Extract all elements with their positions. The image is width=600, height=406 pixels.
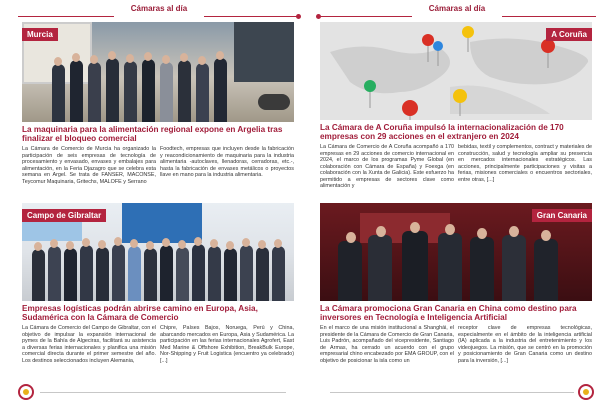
map-pin-icon [462,26,474,38]
article-photo [320,203,592,301]
location-tag: A Coruña [546,28,592,41]
map-pin-icon [541,39,555,53]
page-header-title: Cámaras al día [428,4,486,13]
left-page [18,0,300,406]
article-body [22,146,294,185]
map-pin-icon [422,34,434,46]
article-headline: Empresas logísticas podrán abrirse camino en Europa, Asia, Sudamérica con la Cámara de Comercio [22,304,258,323]
footer-divider [40,392,286,393]
article-column: La Cámara de Comercio del Campo de Gibraltar, con el objetivo de impulsar la expansión internacional de pymes de la Bahía de Algeciras, facilitará su asistencia a diversas ferias internacionales y planifica una misión comercial directa durante el primer semestre del año. Los destinos seleccionados incluyen Alemania, [22,325,156,364]
article-column: La Cámara de Comercio de A Coruña acompañó a 170 empresas en 29 acciones de comercio internacional en 2024, el marco de los programas Pyme Global (en colaboración con Cámara de España) y Foexga (en colaboración con la Xunta de Galicia). Este esfuerzo ha permitido a empresas de sectores clave como alimentación y [320,144,454,190]
article-column: Chipre, Países Bajos, Noruega, Perú y China, abarcando mercados en Europa, Asia y Sudamérica. La participación en las ferias internacionales Agrofert, East Med Marine & Offshore Exhibition, BreakBulk Europe, Nor-Shipping y Fruit Logistica (encuentro ya celebrado) [...] [160,325,294,364]
article-campo-de-gibraltar [22,203,294,364]
page-header-title: Cámaras al día [130,4,188,13]
right-page [316,0,598,406]
map-pin-icon [433,41,443,51]
location-tag: Campo de Gibraltar [22,209,106,222]
header-divider [320,16,412,17]
article-column: receptor clave de empresas tecnológicas, especialmente en el ámbito de la inteligencia artificial (IA) aplicada a la industria del entretenimiento y los videojuegos. La misión, que se centró en la promoción y posicionamiento de Gran Canaria como un destino para la inversión, [...] [458,325,592,364]
exhibit-machine [258,94,290,110]
article-photo [320,22,592,120]
article-headline: La maquinaria para la alimentación regional expone en Argelia tras finalizar el bloqueo comercial [22,125,283,144]
location-tag: Murcia [22,28,58,41]
article-column: La Cámara de Comercio de Murcia ha organizado la participación de seis empresas de tecnología de procesamiento y envasado, envases y embalajes para alimentación, en la Feria Djazagro que se celebra esta semana en Argel. Se trata de FANSER, MACONSE, Teycomur Maquinaria, Gritechs, MALOFE y Serrano [22,146,156,185]
article-headline: La Cámara promociona Gran Canaria en China como destino para inversores en Tecnología e Inteligencia Artificial [320,304,577,323]
map-pin-icon [364,80,376,92]
exhibit-panel [234,22,294,82]
header-divider [204,16,300,17]
article-body [320,325,592,364]
article-photo [22,203,294,301]
article-column: bebidas, textil y complementos, contract y materiales de construcción, salud y tecnología ampliar su presencia en mercados internacionales estratégicos. Las acciones, principalmente participaciones y visitas a ferias, misiones comerciales o encuentros sectoriales, entre otras, [...] [458,144,592,183]
article-photo [22,22,294,122]
chamber-logo [18,384,34,400]
map-pin-icon [453,89,467,103]
footer-divider [330,392,574,393]
map-pin-icon [402,100,418,116]
article-column: En el marco de una misión institucional a Shanghái, el presidente de la Cámara de Comercio de Gran Canaria, Luis Padrón, acompañado del vicepresidente, Santiago de Armas, ha cerrado un acuerdo con el grupo empresarial chino encabezado por EMA GROUP, con el objetivo de posicionar la isla como un [320,325,454,364]
chamber-logo [578,384,594,400]
article-headline: La Cámara de A Coruña impulsó la internacionalización de 170 empresas con 29 acciones en el extranjero en 2024 [320,123,564,142]
article-a-coruna [320,22,592,190]
header-divider [18,16,114,17]
header-dot [296,14,301,19]
article-body [320,144,592,190]
article-gran-canaria [320,203,592,364]
article-body [22,325,294,364]
exhibit-banner [122,203,202,243]
article-murcia [22,22,294,185]
header-divider [502,16,596,17]
location-tag: Gran Canaria [532,209,592,222]
article-column: Foodtech, empresas que incluyen desde la fabricación y reacondicionamiento de maquinaria para la industria alimentaria -autoclaves, llenadoras, cerradoras, etc.-, hasta la fabricación de envases metálicos o proyectos llave en mano para la industria alimentaria. [160,146,294,179]
